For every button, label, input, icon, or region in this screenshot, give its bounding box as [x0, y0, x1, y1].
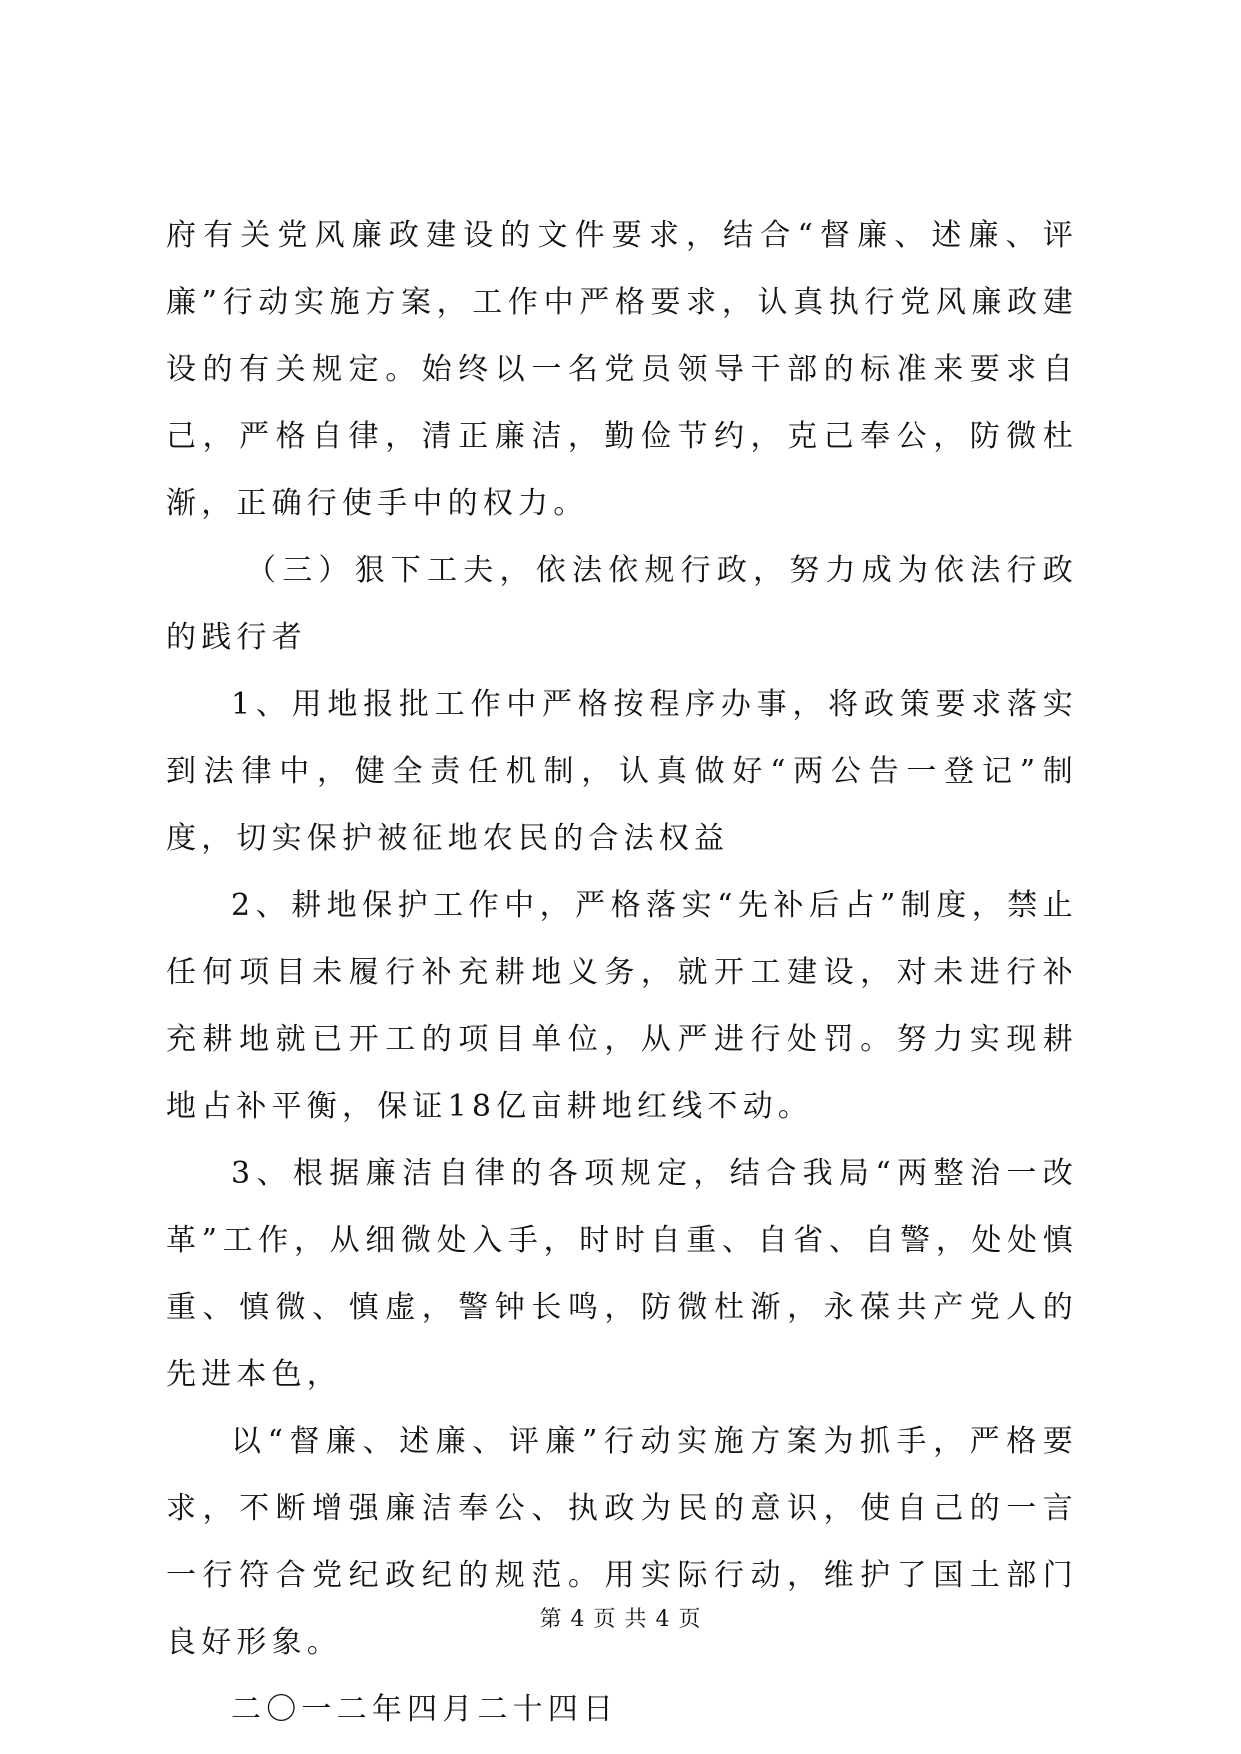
paragraph-item-3: 3、根据廉洁自律的各项规定，结合我局“两整治一改革”工作，从细微处入手，时时自重、自省、自警，处处慎重、慎微、慎虚，警钟长鸣，防微杜渐，永葆共产党人的先进本色，: [166, 1156, 1078, 1392]
document-date: 二〇一二年四月二十四日: [231, 1692, 619, 1727]
document-body: [166, 202, 1078, 1743]
page-number-footer: 第 4 页 共 4 页: [539, 1607, 702, 1632]
paragraph-item-2: 2、耕地保护工作中，严格落实“先补后占”制度，禁止任何项目未履行补充耕地义务，就开工建设，对未进行补充耕地就已开工的项目单位，从严进行处罚。努力实现耕地占补平衡，保证18亿亩耕地红线不动。: [166, 888, 1078, 1124]
paragraph-item-1: 1、用地报批工作中严格按程序办事，将政策要求落实到法律中，健全责任机制，认真做好“两公告一登记”制度，切实保护被征地农民的合法权益: [166, 687, 1078, 856]
paragraph-conclusion: 以“督廉、述廉、评廉”行动实施方案为抓手，严格要求，不断增强廉洁奉公、执政为民的意识，使自己的一言一行符合党纪政纪的规范。用实际行动，维护了国土部门良好形象。: [166, 1424, 1078, 1660]
section-heading: （三）狠下工夫，依法依规行政，努力成为依法行政的践行者: [166, 553, 1078, 655]
paragraph-continuation: 府有关党风廉政建设的文件要求，结合“督廉、述廉、评廉”行动实施方案，工作中严格要求，认真执行党风廉政建设的有关规定。始终以一名党员领导干部的标准来要求自己，严格自律，清正廉洁，勤俭节约，克己奉公，防微杜渐，正确行使手中的权力。: [166, 218, 1078, 521]
